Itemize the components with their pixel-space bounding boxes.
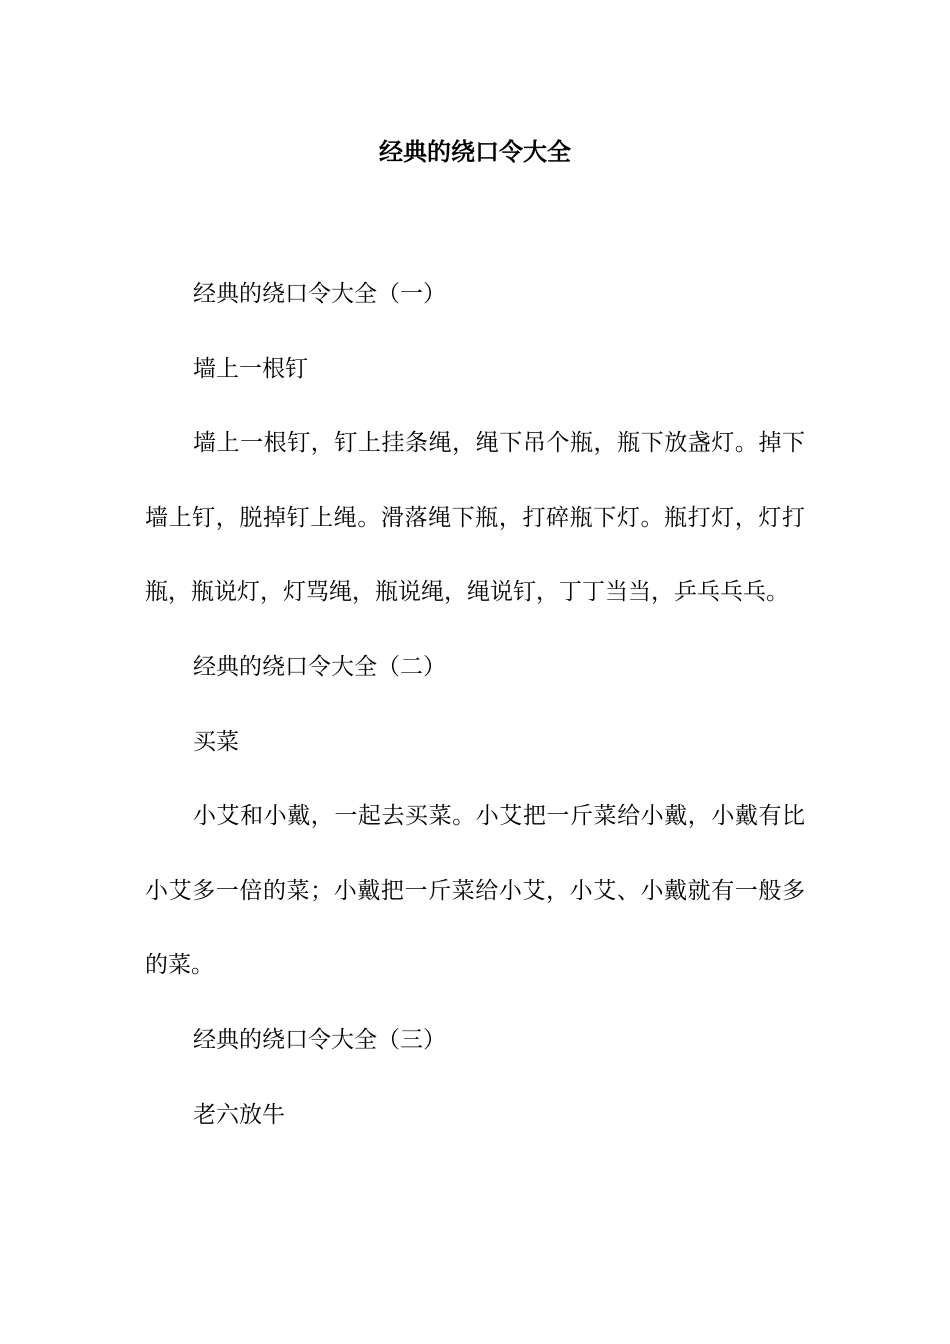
document-title: 经典的绕口令大全 [379, 137, 571, 166]
document-body [145, 257, 805, 1152]
subtitle-2: 买菜 [193, 728, 239, 755]
body-paragraph-2: 小艾和小戴，一起去买菜。小艾把一斤菜给小戴，小戴有比小艾多一倍的菜；小戴把一斤菜给小艾，小艾、小戴就有一般多的菜。 [145, 803, 805, 979]
section-heading-3: 经典的绕口令大全（三） [193, 1026, 446, 1053]
subtitle-3: 老六放牛 [193, 1101, 285, 1128]
section-heading-1: 经典的绕口令大全（一） [193, 281, 446, 307]
subtitle-1: 墙上一根钉 [193, 355, 308, 382]
body-paragraph-1: 墙上一根钉，钉上挂条绳，绳下吊个瓶，瓶下放盏灯。掉下墙上钉，脱掉钉上绳。滑落绳下瓶，打碎瓶下灯。瓶打灯，灯打瓶，瓶说灯，灯骂绳，瓶说绳，绳说钉，丁丁当当，乒乓乓乓。 [145, 430, 805, 606]
section-heading-2: 经典的绕口令大全（二） [193, 653, 446, 680]
